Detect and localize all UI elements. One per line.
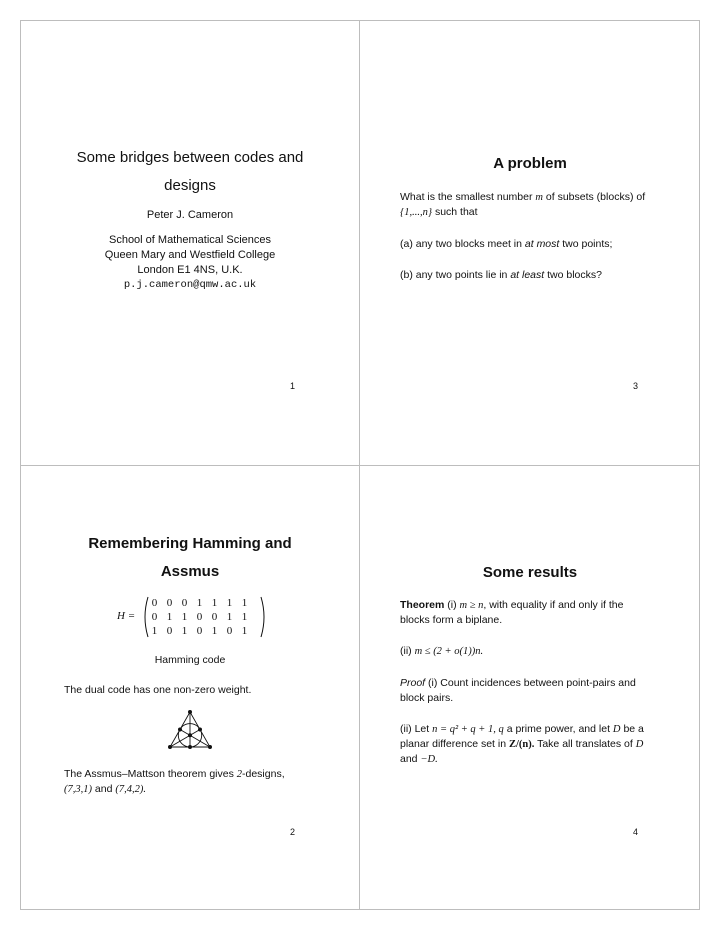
theorem-part-ii: (ii) m ≤ (2 + o(1))n.	[400, 645, 484, 657]
slide-title-line2: Assmus	[160, 563, 220, 580]
email: p.j.cameron@qmw.ac.uk	[123, 279, 257, 291]
matrix-row-1: 0 0 0 1 1 1 1	[151, 597, 248, 609]
proof-line2: block pairs.	[400, 692, 454, 704]
page-number: 2	[290, 827, 296, 837]
assmus-line1: The Assmus–Mattson theorem gives 2-designs,	[64, 768, 285, 780]
condition-b: (b) any two points lie in at least two blocks?	[400, 269, 602, 281]
slide-title-line1: Remembering Hamming and	[88, 535, 292, 552]
theorem-line2: blocks form a biplane.	[400, 614, 503, 626]
proof-line1: Proof (i) Count incidences between point-pairs and	[400, 677, 636, 689]
slide-title-line1: Some bridges between codes and	[76, 149, 304, 166]
affiliation-college: Queen Mary and Westfield College	[104, 249, 276, 261]
matrix-row-3: 1 0 1 0 1 0 1	[151, 625, 248, 637]
matrix-row-2: 0 1 1 0 0 1 1	[151, 611, 248, 623]
matrix-label: H =	[117, 610, 136, 622]
question-line1: What is the smallest number m of subsets (blocks) of	[400, 191, 646, 203]
affiliation-school: School of Mathematical Sciences	[108, 234, 272, 246]
assmus-line2: (7,3,1) and (7,4,2).	[64, 783, 146, 795]
condition-a: (a) any two blocks meet in at most two points;	[400, 238, 613, 250]
hamming-matrix	[117, 596, 267, 638]
page-number: 4	[633, 827, 639, 837]
slide-title-line2: designs	[164, 177, 216, 194]
author: Peter J. Cameron	[146, 209, 234, 221]
proof-ii-line3: and −D.	[400, 753, 438, 765]
question-line2: {1,...,n} such that	[400, 206, 478, 218]
page-number: 3	[633, 381, 639, 391]
theorem-line1: Theorem (i) m ≥ n, with equality if and only if the	[400, 599, 624, 611]
proof-ii-line1: (ii) Let n = q² + q + 1, q a prime power, and let D be a	[400, 723, 644, 735]
dual-code-text: The dual code has one non-zero weight.	[64, 684, 252, 696]
affiliation-address: London E1 4NS, U.K.	[137, 264, 243, 276]
horizontal-divider	[20, 465, 700, 466]
slide-title: A problem	[493, 155, 567, 172]
fano-plane-diagram	[165, 708, 215, 752]
slide-title: Some results	[482, 564, 578, 581]
page-number: 1	[290, 381, 296, 391]
matrix-caption: Hamming code	[154, 654, 226, 666]
proof-ii-line2: planar difference set in Z/(n). Take all translates of D	[400, 738, 644, 750]
